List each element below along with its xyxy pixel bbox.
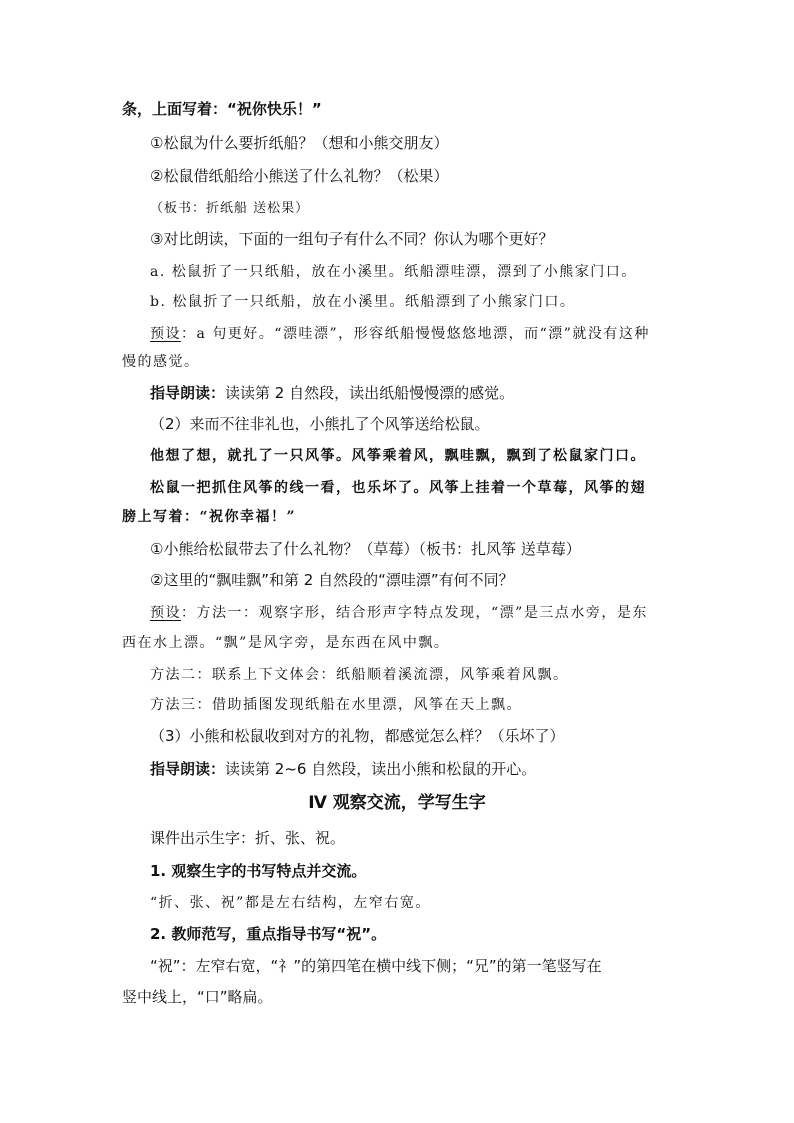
- courseware-chars: 课件出示生字：折、张、祝。: [150, 829, 346, 847]
- step-2: 2. 教师范写，重点指导书写“祝”。: [150, 925, 387, 943]
- preset-answer-2: [150, 603, 648, 623]
- question-1: ①松鼠为什么要折纸船？（想和小熊交朋友）: [150, 134, 449, 152]
- reading-guide-label: 指导朗读：: [150, 384, 226, 402]
- sentence-a: a. 松鼠折了一只纸船，放在小溪里。纸船漂哇漂，漂到了小熊家门口。: [150, 264, 637, 280]
- preset-text-2: ：方法一：观察字形，结合形声字特点发现，“漂”是三点水旁，是东: [181, 605, 648, 621]
- writing-guide: “祝”：左窄右宽，“礻”的第四笔在横中线下侧；“兄”的第一笔竖写在: [150, 957, 602, 975]
- section-2-intro: （2）来而不往非礼也，小熊扎了个风筝送给松鼠。: [150, 415, 490, 433]
- preset-label: 预设: [150, 326, 181, 342]
- method-2: 方法二：联系上下文体会：纸船顺着溪流漂，风筝乘着风飘。: [150, 667, 569, 683]
- preset-answer-2-cont: 西在水上漂。“飘”是风字旁，是东西在风中飘。: [122, 635, 450, 651]
- question-5: ②这里的“飘哇飘”和第 2 自然段的“漂哇漂”有何不同？: [150, 571, 514, 589]
- question-3: ③对比朗读，下面的一组句子有什么不同？你认为哪个更好？: [150, 230, 554, 248]
- section-heading: Ⅳ 观察交流，学写生字: [308, 793, 486, 813]
- step-1: 1. 观察生字的书写特点并交流。: [150, 862, 367, 880]
- question-4: ①小熊给松鼠带去了什么礼物？（草莓）（板书：扎风筝 送草莓）: [150, 540, 581, 558]
- passage-line-3: 膀上写着：“祝你幸福！”: [122, 509, 297, 525]
- board-note-1: （板书：折纸船 送松果）: [150, 201, 310, 216]
- preset-text: ：a 句更好。“漂哇漂”，形容纸船慢慢悠悠地漂，而“漂”就没有这种: [181, 326, 650, 342]
- section-3-question: （3）小熊和松鼠收到对方的礼物，都感觉怎么样？（乐坏了）: [150, 727, 565, 745]
- writing-guide-cont: 竖中线上，“口”略扁。: [122, 988, 273, 1006]
- reading-guide-text-2: 读读第 2~6 自然段，读出小熊和松鼠的开心。: [225, 760, 537, 778]
- poem-line-end: 条，上面写着：“祝你快乐！”: [122, 100, 322, 118]
- passage-line-1: 他想了想，就扎了一只风筝。风筝乘着风，飘哇飘，飘到了松鼠家门口。: [150, 448, 646, 464]
- passage-line-2: 松鼠一把抓住风筝的线一看，也乐坏了。风筝上挂着一个草莓，风筝的翅: [150, 480, 646, 496]
- reading-guide-2: [150, 759, 536, 779]
- reading-guide-label-2: 指导朗读：: [150, 760, 226, 778]
- method-3: 方法三：借助插图发现纸船在水里漂，风筝在天上飘。: [150, 697, 522, 713]
- reading-guide-1: [150, 383, 514, 403]
- preset-label-2: 预设: [150, 605, 181, 621]
- preset-answer-1: [150, 324, 650, 344]
- question-2: ②松鼠借纸船给小熊送了什么礼物？（松果）: [150, 167, 449, 185]
- preset-answer-1-cont: 慢的感觉。: [122, 354, 200, 370]
- structure-note: “折、张、祝”都是左右结构，左窄右宽。: [150, 895, 431, 911]
- reading-guide-text: 读读第 2 自然段，读出纸船慢慢漂的感觉。: [225, 384, 515, 402]
- sentence-b: b. 松鼠折了一只纸船，放在小溪里。纸船漂到了小熊家门口。: [150, 294, 576, 310]
